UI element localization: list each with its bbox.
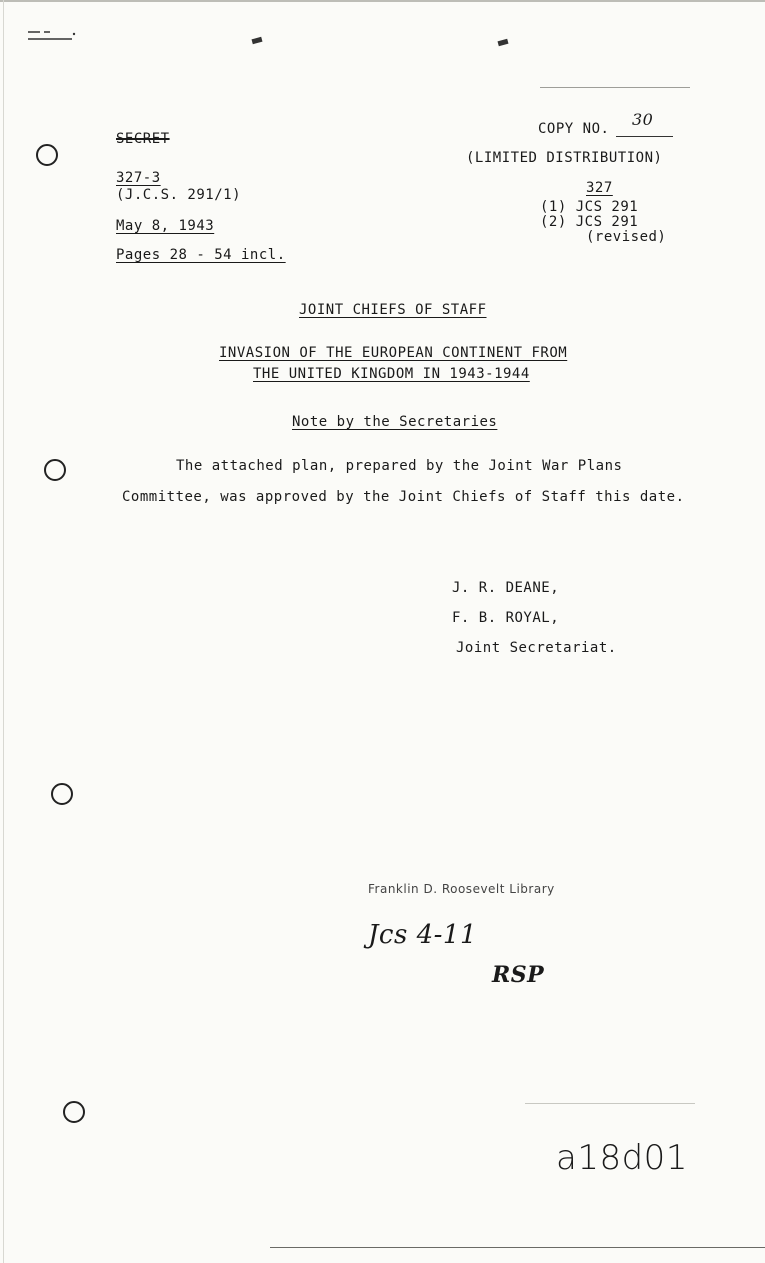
page-left-edge [3,0,4,1263]
punch-hole [36,144,58,166]
punch-hole [63,1101,85,1123]
library-stamp: Franklin D. Roosevelt Library [368,882,555,896]
jcs-reference: (J.C.S. 291/1) [116,187,242,203]
signatory-2: F. B. ROYAL, [452,610,560,626]
copy-label: COPY NO. [538,121,610,137]
page-range: Pages 28 - 54 incl. [116,247,286,263]
scan-mark [498,39,509,46]
classification-mark: SECRET [116,131,170,147]
punch-hole [51,783,73,805]
signatory-1: J. R. DEANE, [452,580,560,596]
title-line-1: INVASION OF THE EUROPEAN CONTINENT FROM [219,345,568,361]
related-item-2: (2) JCS 291 [540,214,639,230]
related-item-1: (1) JCS 291 [540,199,639,215]
page-bottom-edge [270,1247,765,1248]
copy-number-line [616,136,673,137]
punch-hole [44,459,66,481]
related-number: 327 [586,180,613,196]
paragraph-line-2: Committee, was approved by the Joint Chiefs of Staff this date. [122,489,685,505]
heading: JOINT CHIEFS OF STAFF [299,302,487,318]
paragraph-line-1: The attached plan, prepared by the Joint War Plans [176,458,623,474]
scan-mark [252,37,263,44]
handwritten-reference: Jcs 4-11 [368,920,478,950]
copy-number: 30 [632,110,654,129]
catalog-number: a18d01 [556,1138,688,1178]
faded-stamp-line [540,87,690,88]
document-date: May 8, 1943 [116,218,215,234]
faint-rule [525,1103,695,1104]
document-number: 327-3 [116,170,161,186]
corner-marks [28,28,76,42]
distribution-note: (LIMITED DISTRIBUTION) [466,150,663,166]
subtitle: Note by the Secretaries [292,414,498,430]
page-top-edge [0,0,765,2]
title-line-2: THE UNITED KINGDOM IN 1943-1944 [253,366,530,382]
related-item-2-note: (revised) [586,229,667,245]
handwritten-initials: RSP [492,962,545,988]
signatory-role: Joint Secretariat. [456,640,617,656]
